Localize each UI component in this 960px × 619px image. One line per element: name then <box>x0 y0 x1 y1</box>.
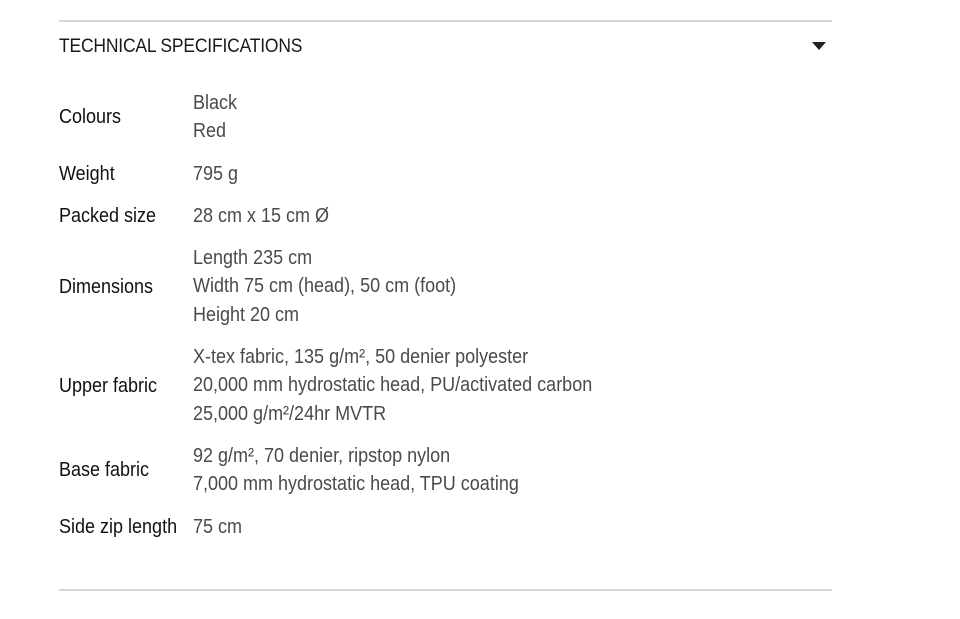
spec-values <box>193 202 344 230</box>
spec-label: Base fabric <box>59 459 150 482</box>
spec-values <box>193 442 555 499</box>
spec-label: Upper fabric <box>59 374 158 397</box>
spec-value: 75 cm <box>193 515 243 538</box>
spec-value: 795 g <box>193 162 239 185</box>
spec-values <box>193 89 242 146</box>
spec-values <box>193 513 247 541</box>
spec-row-dimensions <box>59 244 832 329</box>
caret-down-icon[interactable] <box>812 42 826 50</box>
spec-values <box>193 343 637 428</box>
spec-value: Width 75 cm (head), 50 cm (foot) <box>193 275 457 298</box>
spec-row-weight <box>59 160 832 188</box>
spec-value: Black <box>193 92 238 114</box>
spec-value: 7,000 mm hydrostatic head, TPU coating <box>193 473 519 496</box>
section-divider-top <box>59 20 832 22</box>
spec-row-side-zip-length <box>59 513 832 541</box>
spec-row-colours <box>59 89 832 146</box>
spec-value: Length 235 cm <box>193 247 313 270</box>
section-title: TECHNICAL SPECIFICATIONS <box>59 36 303 57</box>
spec-value: 92 g/m², 70 denier, ripstop nylon <box>193 444 451 467</box>
technical-specifications-accordion-header[interactable] <box>59 33 832 61</box>
spec-table <box>59 89 832 555</box>
spec-values <box>193 244 485 329</box>
spec-row-packed-size <box>59 202 832 230</box>
spec-values <box>193 160 243 188</box>
spec-value: 28 cm x 15 cm Ø <box>193 204 330 227</box>
spec-label: Weight <box>59 162 115 185</box>
spec-label: Side zip length <box>59 515 178 538</box>
spec-value: Height 20 cm <box>193 303 300 326</box>
spec-label: Colours <box>59 106 122 129</box>
spec-row-upper-fabric <box>59 343 832 428</box>
spec-value: Red <box>193 120 227 143</box>
spec-label: Packed size <box>59 205 157 228</box>
spec-value: 25,000 g/m²/24hr MVTR <box>193 402 387 425</box>
spec-value: 20,000 mm hydrostatic head, PU/activated carbon <box>193 374 593 397</box>
section-divider-bottom <box>59 589 832 591</box>
spec-label: Dimensions <box>59 275 154 298</box>
spec-value: X-tex fabric, 135 g/m², 50 denier polyester <box>193 346 529 369</box>
spec-row-base-fabric <box>59 442 832 499</box>
